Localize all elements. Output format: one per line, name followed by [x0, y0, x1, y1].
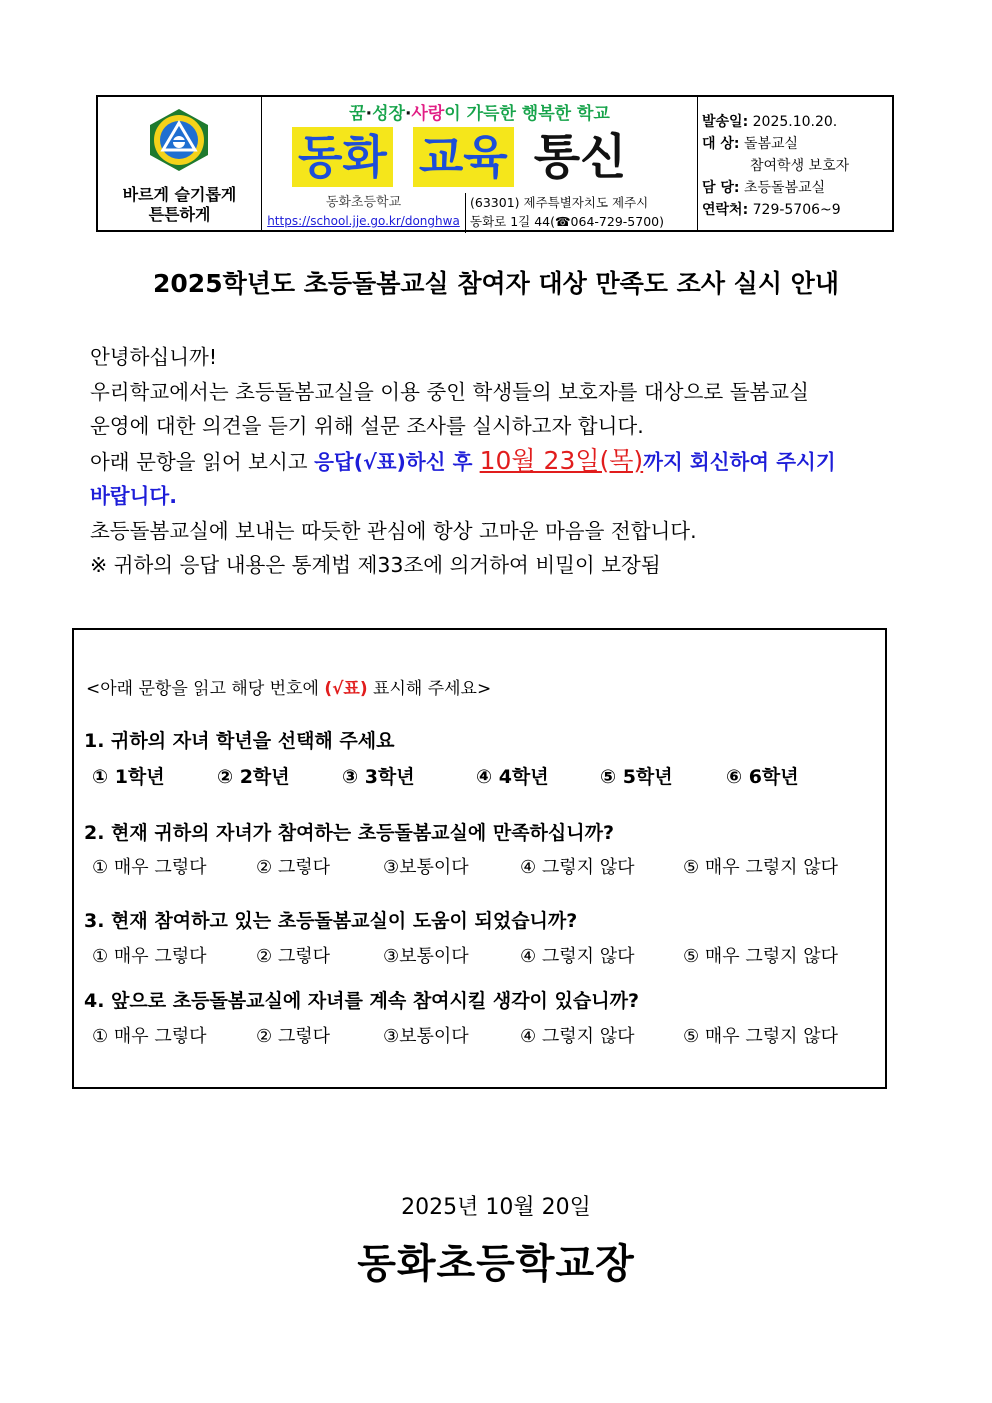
newsletter-header: [96, 95, 894, 232]
q3-option-5[interactable]: ⑤ 매우 그렇지 않다: [683, 946, 839, 967]
question-3: 3. 현재 참여하고 있는 초등돌봄교실이 도움이 되었습니까?: [84, 910, 578, 932]
q4-option-5[interactable]: ⑤ 매우 그렇지 않다: [683, 1026, 839, 1047]
title-word-donghwa: 동화: [292, 127, 393, 187]
q2-option-5[interactable]: ⑤ 매우 그렇지 않다: [683, 857, 839, 878]
response-instruction: 응답(√표)하신 후: [314, 449, 480, 474]
school-emblem-cell: [98, 97, 262, 230]
option-grade-2[interactable]: ② 2학년: [217, 766, 290, 788]
issue-date: 2025년 10월 20일: [401, 1195, 591, 1220]
instr-c: 표시해 주세요>: [367, 679, 492, 699]
slogan-rest: 이 가득한 행복한 학교: [444, 104, 610, 124]
school-slogan: [262, 99, 697, 124]
newsletter-title-cell: [262, 97, 698, 230]
document-title: 2025학년도 초등돌봄교실 참여자 대상 만족도 조사 실시 안내: [153, 269, 839, 298]
question-4: 4. 앞으로 초등돌봄교실에 자녀를 계속 참여시킬 생각이 있습니까?: [84, 990, 639, 1012]
question-4-options: [92, 1022, 838, 1048]
q4-option-2[interactable]: ② 그렇다: [256, 1026, 331, 1047]
slogan-separator: ·: [365, 104, 373, 124]
privacy-note: ※ 귀하의 응답 내용은 통계법 제33조에 의거하여 비밀이 보장됨: [90, 553, 661, 577]
question-2-options: [92, 853, 838, 879]
send-date: [702, 111, 892, 133]
target-value-2: 참여학생 보호자: [750, 158, 850, 174]
target-label: 대 상:: [702, 136, 740, 152]
in-charge-label: 담 당:: [702, 180, 740, 196]
q2-option-4[interactable]: ④ 그렇지 않다: [520, 857, 635, 878]
contact-label: 연락처:: [702, 202, 749, 218]
option-grade-3[interactable]: ③ 3학년: [342, 766, 415, 788]
motto-line-2: 튼튼하게: [148, 205, 211, 224]
deadline-date: 10월 23일(목): [479, 445, 644, 475]
motto-line-1: 바르게 슬기롭게: [122, 185, 237, 204]
q3-option-4[interactable]: ④ 그렇지 않다: [520, 946, 635, 967]
body-line-1: 우리학교에서는 초등돌봄교실을 이용 중인 학생들의 보호자를 대상으로 돌봄교실: [90, 379, 809, 404]
q3-option-1[interactable]: ① 매우 그렇다: [92, 946, 207, 967]
question-3-options: [92, 942, 838, 968]
option-grade-4[interactable]: ④ 4학년: [476, 766, 549, 788]
newsletter-info-cell: [698, 97, 892, 230]
check-mark-hint: (√표): [324, 679, 368, 699]
document-body: [90, 340, 890, 583]
option-grade-6[interactable]: ⑥ 6학년: [726, 766, 799, 788]
contact: [702, 199, 892, 221]
in-charge: [702, 177, 892, 199]
slogan-growth: 성장: [372, 104, 405, 124]
q2-option-2[interactable]: ② 그렇다: [256, 857, 331, 878]
send-date-value: 2025.10.20.: [752, 114, 838, 130]
q4-option-1[interactable]: ① 매우 그렇다: [92, 1026, 207, 1047]
school-address: [470, 193, 696, 231]
option-grade-1[interactable]: ① 1학년: [92, 766, 165, 788]
in-charge-value: 초등돌봄교실: [743, 180, 826, 196]
title-word-education: 교육: [413, 127, 514, 187]
slogan-love: 사랑: [411, 104, 445, 124]
body-line-3: [90, 444, 890, 480]
survey-instruction: [86, 674, 491, 699]
address-line-1: (63301) 제주특별자치도 제주시: [470, 195, 649, 210]
body-line-3-d: 까지 회신하여 주시기: [643, 449, 836, 474]
school-name-url: [262, 193, 466, 233]
option-grade-5[interactable]: ⑤ 5학년: [600, 766, 673, 788]
slogan-dream: 꿈: [349, 104, 366, 124]
slogan-separator: ·: [404, 104, 412, 124]
target-value-1: 돌봄교실: [743, 136, 799, 152]
q4-option-4[interactable]: ④ 그렇지 않다: [520, 1026, 635, 1047]
title-word-newsletter: 통신: [533, 129, 627, 185]
newsletter-title: [292, 127, 627, 187]
principal-signature: 동화초등학교장: [357, 1241, 635, 1287]
q3-option-3[interactable]: ③보통이다: [383, 946, 469, 967]
send-date-label: 발송일:: [702, 114, 749, 130]
q4-option-3[interactable]: ③보통이다: [383, 1026, 469, 1047]
target: [702, 133, 892, 155]
contact-value: 729-5706~9: [752, 202, 841, 218]
instr-a: <아래 문항을 읽고 해당 번호에: [86, 679, 325, 699]
question-1-options: [92, 762, 799, 789]
body-line-2: 운영에 대한 의견을 듣기 위해 설문 조사를 실시하고자 합니다.: [90, 414, 644, 438]
greeting: 안녕하십니까!: [90, 345, 218, 369]
address-line-2: 동화로 1길 44(☎064-729-5700): [470, 214, 664, 229]
body-line-4: 바랍니다.: [90, 484, 177, 508]
school-emblem-icon: [146, 107, 212, 173]
body-line-5: 초등돌봄교실에 보내는 따듯한 관심에 항상 고마운 마음을 전합니다.: [90, 518, 697, 543]
question-1: 1. 귀하의 자녀 학년을 선택해 주세요: [84, 730, 395, 752]
q2-option-1[interactable]: ① 매우 그렇다: [92, 857, 207, 878]
school-url-link[interactable]: https://school.jje.go.kr/donghwa: [267, 214, 460, 228]
q3-option-2[interactable]: ② 그렇다: [256, 946, 331, 967]
school-motto: [98, 185, 261, 225]
school-name: 동화초등학교: [325, 195, 402, 210]
body-line-3-a: 아래 문항을 읽어 보시고: [90, 449, 315, 474]
question-2: 2. 현재 귀하의 자녀가 참여하는 초등돌봄교실에 만족하십니까?: [84, 822, 614, 844]
survey-form: [72, 628, 887, 1089]
q2-option-3[interactable]: ③보통이다: [383, 857, 469, 878]
